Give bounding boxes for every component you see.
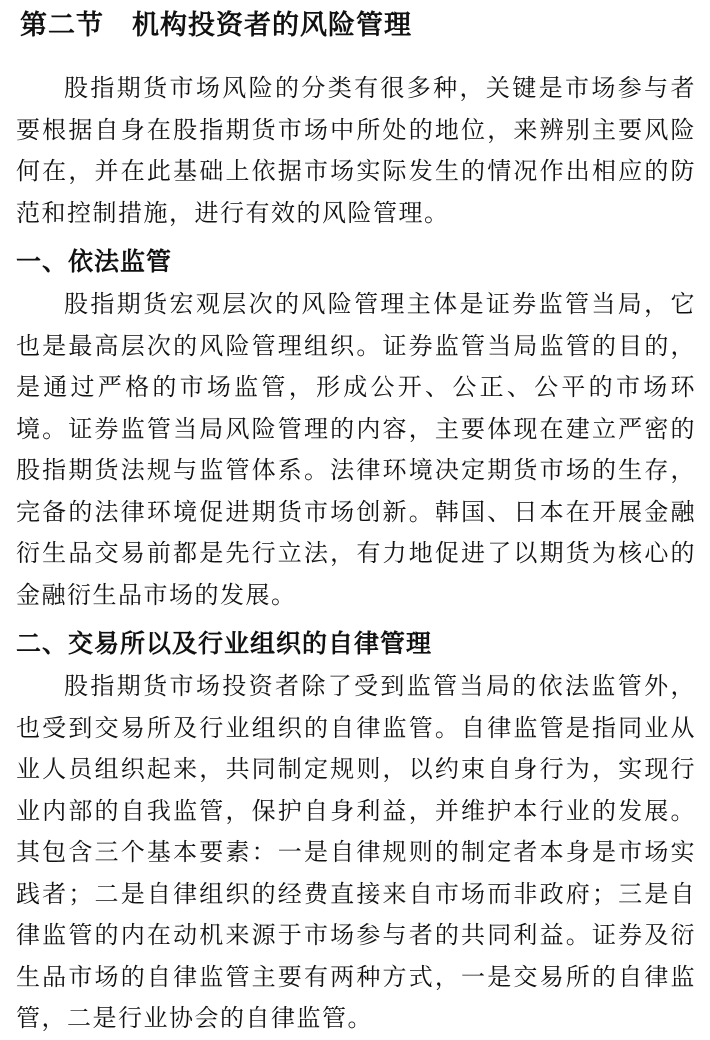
paragraph-self-regulation: 股指期货市场投资者除了受到监管当局的依法监管外，也受到交易所及行业组织的自律监管。自律监管是指同业从业人员组织起来，共同制定规则，以约束自身行为，实现行业内部的自我监管，保护自身利益，并维护本行业的发展。其包含三个基本要素：一是自律规则的制定者本身是市场实践者；二是自律组织的经费直接来自市场而非政府；三是自律监管的内在动机来源于市场参与者的共同利益。证券及衍生品市场的自律监管主要有两种方式，一是交易所的自律监管，二是行业协会的自律监管。 — [16, 672, 696, 1032]
heading-legal-supervision: 一、依法监管 — [16, 247, 173, 276]
paragraph-legal-supervision: 股指期货宏观层次的风险管理主体是证券监管当局，它也是最高层次的风险管理组织。证券监管当局监管的目的，是通过严格的市场监管，形成公开、公正、公平的市场环境。证券监管当局风险管理的内容，主要体现在建立严密的股指期货法规与监管体系。法律环境决定期货市场的生存，完备的法律环境促进期货市场创新。韩国、日本在开展金融衍生品交易前都是先行立法，有力地促进了以期货为核心的金融衍生品市场的发展。 — [16, 290, 696, 609]
heading-self-regulation: 二、交易所以及行业组织的自律管理 — [16, 629, 433, 658]
section-title: 第二节 机构投资者的风险管理 — [20, 10, 412, 41]
intro-paragraph: 股指期货市场风险的分类有很多种，关键是市场参与者要根据自身在股指期货市场中所处的地位，来辨别主要风险何在，并在此基础上依据市场实际发生的情况作出相应的防范和控制措施，进行有效的风险管理。 — [16, 74, 696, 227]
